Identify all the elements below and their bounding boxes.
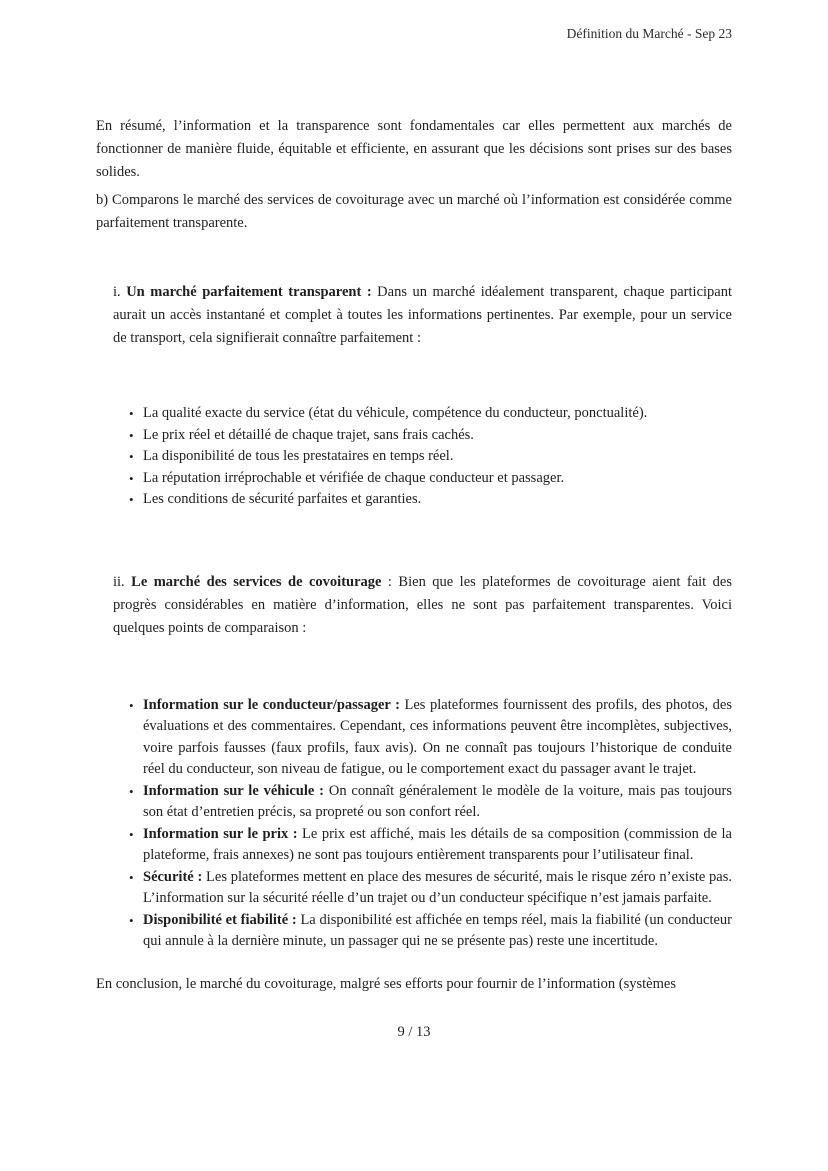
page-number-text: 9 / 13 xyxy=(397,1023,431,1040)
page-number xyxy=(96,1023,732,1041)
list-item: • Les conditions de sécurité parfaites et garanties. xyxy=(143,489,732,511)
section-ii-prefix: ii. xyxy=(113,573,132,590)
section-i-title: Un marché parfaitement transparent : xyxy=(126,284,372,300)
list-item-lead: Information sur le prix : xyxy=(143,825,298,842)
header-title: Définition du Marché - Sep 23 xyxy=(566,26,732,41)
list-item xyxy=(143,824,732,867)
section-ii-text: : Bien que les plateformes de covoiturage aient fait des progrès considérables en matière d’information, elles ne sont pas parfaitement transparentes. Voici quelques points de comparaison : xyxy=(113,573,732,636)
list-item-text: Les plateformes mettent en place des mesures de sécurité, mais le risque zéro n’existe pas. L’information sur la sécurité réelle d’un trajet ou d’un conducteur spécifique n’est jamais parfaite. xyxy=(143,868,732,906)
list-item-lead: Sécurité : xyxy=(143,868,203,885)
list-item-text: La disponibilité est affichée en temps réel, mais la fiabilité (un conducteur qui annule à la dernière minute, un passager qui ne se présente pas) reste une incertitude. xyxy=(143,911,732,949)
list-item: • Le prix réel et détaillé de chaque trajet, sans frais cachés. xyxy=(143,425,732,447)
list-item: • La qualité exacte du service (état du véhicule, compétence du conducteur, ponctualité). xyxy=(143,403,732,425)
list-item xyxy=(143,695,732,781)
list-item-text: Les plateformes fournissent des profils, des photos, des évaluations et des commentaires. Cependant, ces informations peuvent être incomplètes, subjectives, voire parfois fausses (faux profils, faux avis). On ne connaît pas toujours l’historique de conduite réel du conducteur, son niveau de fatigue, ou le comportement exact du passager avant le trajet. xyxy=(143,696,732,777)
paragraph-question-b: b) Comparons le marché des services de covoiturage avec un marché où l’information est considérée comme parfaitement transparente. xyxy=(96,192,732,231)
list-item xyxy=(143,867,732,910)
list-item: • La réputation irréprochable et vérifiée de chaque conducteur et passager. xyxy=(143,468,732,490)
list-item-lead: Disponibilité et fiabilité : xyxy=(143,911,297,928)
paragraph-summary: En résumé, l’information et la transparence sont fondamentales car elles permettent aux marchés de fonctionner de manière fluide, équitable et efficiente, en assurant que les décisions sont prises sur des bases solides. xyxy=(96,118,732,180)
section-ii-covoiturage-market xyxy=(113,571,732,640)
list-covoiturage-comparison xyxy=(96,695,732,953)
section-i-transparent-market xyxy=(113,281,732,350)
page-header xyxy=(96,0,732,42)
list-item-text: On connaît généralement le modèle de la voiture, mais pas toujours son état d’entretien précis, sa propreté ou son confort réel. xyxy=(143,782,733,820)
list-item xyxy=(143,910,732,953)
section-ii-title: Le marché des services de covoiturage xyxy=(131,573,382,590)
list-item-lead: Information sur le véhicule : xyxy=(143,782,325,799)
list-item-lead: Information sur le conducteur/passager : xyxy=(143,696,400,713)
list-item: • La disponibilité de tous les prestataires en temps réel. xyxy=(143,446,732,468)
list-transparent-market xyxy=(96,403,732,511)
section-i-text: Dans un marché idéalement transparent, chaque participant aurait un accès instantané et complet à toutes les informations pertinentes. Par exemple, pour un service de transport, cela signifierait connaître parfaitement : xyxy=(113,284,732,346)
list-item-text: Le prix est affiché, mais les détails de sa composition (commission de la plateforme, frais annexes) ne sont pas toujours entièrement transparents pour l’utilisateur final. xyxy=(143,825,732,863)
section-i-prefix: i. xyxy=(113,284,127,300)
paragraph-conclusion: En conclusion, le marché du covoiturage, malgré ses efforts pour fournir de l’information (systèmes xyxy=(96,975,676,992)
list-item xyxy=(143,781,732,824)
